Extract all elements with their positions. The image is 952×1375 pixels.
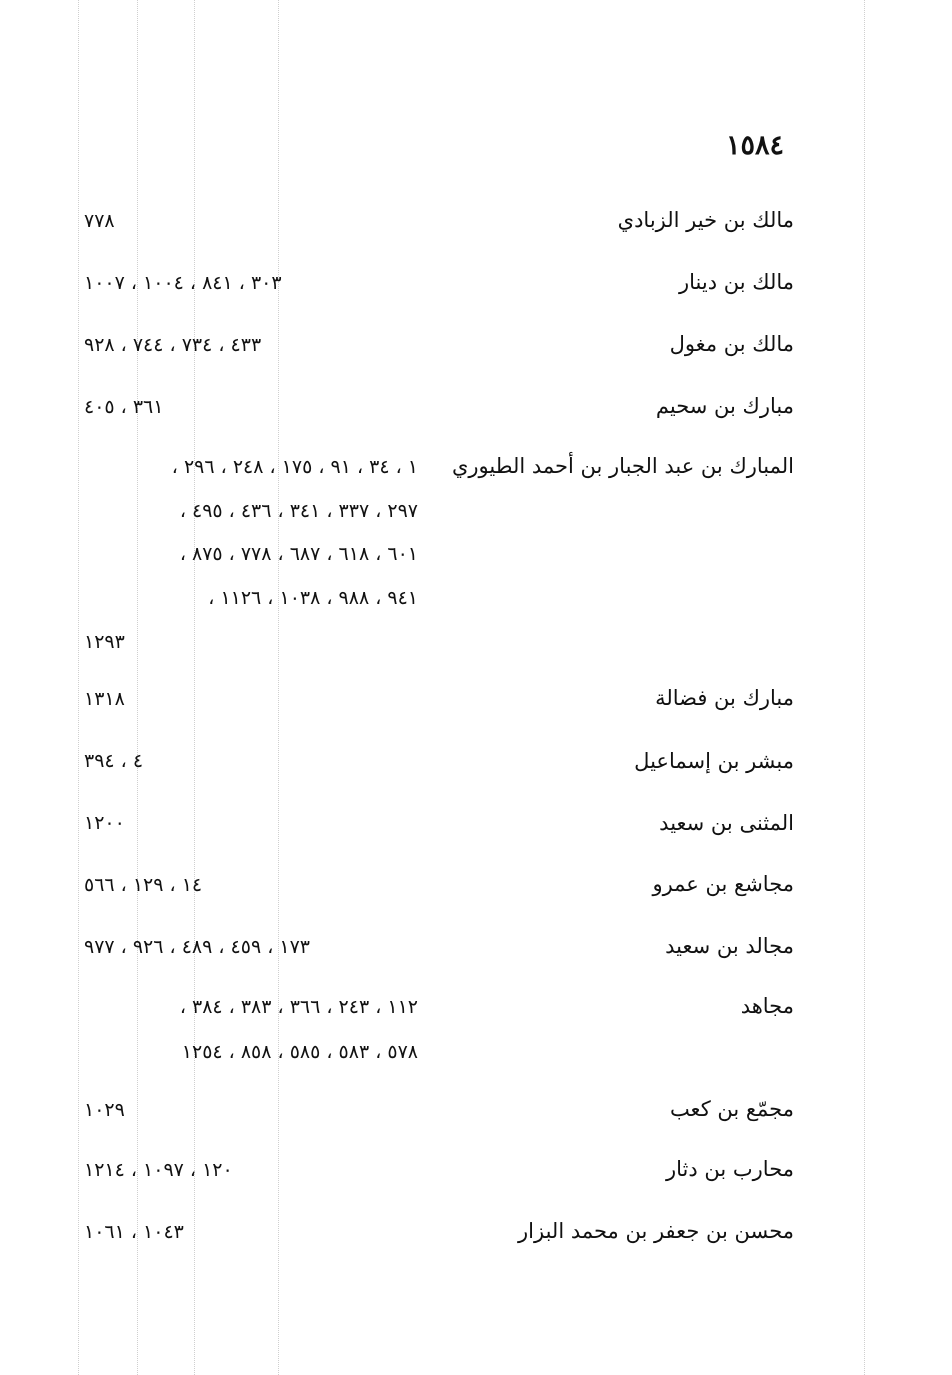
scan-guide-line [864, 0, 865, 1375]
entry-refs: ٤٣٣ ، ٧٣٤ ، ٧٤٤ ، ٩٢٨ [84, 334, 262, 356]
entry-refs: ١٢٩٣ [84, 631, 125, 653]
scan-guide-line [278, 0, 279, 1375]
entry-refs: ٩٤١ ، ٩٨٨ ، ١٠٣٨ ، ١١٢٦ ، [208, 587, 418, 609]
entry-refs: ٤ ، ٣٩٤ [84, 750, 144, 772]
page-number: ١٥٨٤ [725, 130, 784, 161]
entry-refs: ١١٢ ، ٢٤٣ ، ٣٦٦ ، ٣٨٣ ، ٣٨٤ ، [179, 996, 418, 1018]
entry-refs: ١٤ ، ١٢٩ ، ٥٦٦ [84, 874, 203, 896]
entry-refs: ٧٧٨ [84, 210, 115, 232]
entry-name: مجاشع بن عمرو [652, 872, 794, 896]
entry-name: مجالد بن سعيد [665, 934, 794, 958]
entry-refs: ١٠٢٩ [84, 1099, 125, 1121]
entry-name: مبشر بن إسماعيل [634, 749, 794, 773]
entry-refs: ٣٦١ ، ٤٠٥ [84, 396, 164, 418]
entry-refs: ١٢٠ ، ١٠٩٧ ، ١٢١٤ [84, 1159, 233, 1181]
entry-name: محارب بن دثار [665, 1157, 794, 1181]
entry-refs: ١ ، ٣٤ ، ٩١ ، ١٧٥ ، ٢٤٨ ، ٢٩٦ ، [171, 456, 418, 478]
entry-refs: ١٢٠٠ [84, 812, 125, 834]
entry-name: مالك بن دينار [679, 270, 794, 294]
entry-name: المثنى بن سعيد [659, 811, 794, 835]
entry-refs: ١٣١٨ [84, 688, 125, 710]
entry-refs: ١٠٤٣ ، ١٠٦١ [84, 1221, 184, 1243]
entry-name: مبارك بن فضالة [655, 686, 794, 710]
entry-refs: ٥٧٨ ، ٥٨٣ ، ٥٨٥ ، ٨٥٨ ، ١٢٥٤ [181, 1041, 418, 1063]
entry-refs: ١٧٣ ، ٤٥٩ ، ٤٨٩ ، ٩٢٦ ، ٩٧٧ [84, 936, 310, 958]
entry-name: مالك بن خير الزبادي [617, 208, 794, 232]
entry-refs: ٢٩٧ ، ٣٣٧ ، ٣٤١ ، ٤٣٦ ، ٤٩٥ ، [179, 500, 418, 522]
entry-name: مجاهد [740, 994, 794, 1018]
entry-name: مجمّع بن كعب [669, 1097, 794, 1121]
entry-name: محسن بن جعفر بن محمد البزار [518, 1219, 794, 1243]
entry-name: مالك بن مغول [669, 332, 794, 356]
entry-refs: ٦٠١ ، ٦١٨ ، ٦٨٧ ، ٧٧٨ ، ٨٧٥ ، [179, 543, 418, 565]
entry-name: مبارك بن سحيم [655, 394, 794, 418]
scan-guide-line [78, 0, 79, 1375]
entry-name: المبارك بن عبد الجبار بن أحمد الطيوري [451, 454, 794, 478]
entry-refs: ٣٠٣ ، ٨٤١ ، ١٠٠٤ ، ١٠٠٧ [84, 272, 282, 294]
